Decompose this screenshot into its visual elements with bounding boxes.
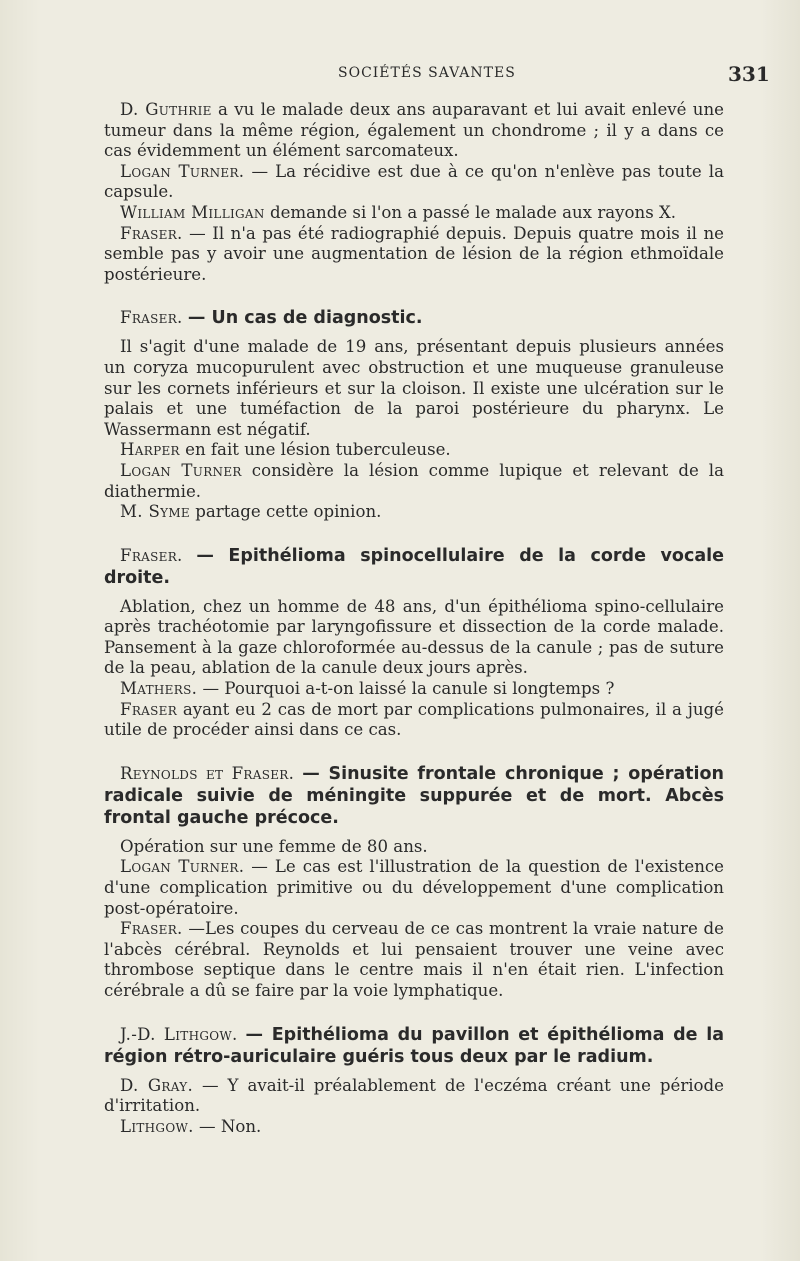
paragraph xyxy=(104,337,724,440)
paragraph-text: partage cette opinion. xyxy=(195,502,382,522)
paragraph-text: — Non. xyxy=(198,1116,262,1136)
body-text xyxy=(104,100,724,1137)
paragraph xyxy=(104,461,724,502)
paragraph xyxy=(104,100,724,162)
paragraph xyxy=(104,203,724,224)
speaker-name: Fraser xyxy=(120,699,178,719)
section-heading xyxy=(104,545,724,589)
paragraph-text: — Pourquoi a-t-on laissé la canule si longtemps ? xyxy=(202,679,615,699)
paragraph-text: demande si l'on a passé le malade aux rayons X. xyxy=(269,202,677,222)
paragraph-text: — La récidive est due à ce qu'on n'enlève pas toute la capsule. xyxy=(104,161,725,202)
speaker-name: D. Guthrie xyxy=(120,100,212,119)
paragraph xyxy=(104,857,724,919)
paragraph xyxy=(104,1117,724,1138)
running-header xyxy=(0,62,800,86)
speaker-name: Logan Turner xyxy=(120,460,242,480)
paragraph-text: considère la lésion comme lupique et relevant de la diathermie. xyxy=(104,460,725,501)
paragraph xyxy=(104,224,724,286)
speaker-name: Fraser. xyxy=(120,545,183,565)
paragraph-text: —Les coupes du cerveau de ce cas montrent la vraie nature de l'abcès cérébral. Reynolds et lui pensaient trouver une veine avec thrombose septique dans le centre mais il n'en était rien. L'infection cérébrale a dû se faire par la voie lymphatique. xyxy=(104,919,724,1000)
speaker-name: Mathers. xyxy=(120,679,198,699)
paragraph-text: — Il n'a pas été radiographié depuis. Depuis quatre mois il ne semble pas y avoir une augmentation de lésion de la région ethmoïdale postérieure. xyxy=(104,223,724,284)
paragraph-text: Il s'agit d'une malade de 19 ans, présentant depuis plusieurs années un coryza mucopurulent avec obstruction et une muqueuse granuleuse sur les cornets inférieurs et sur la cloison. Il existe une ulcération sur le palais et une tuméfaction de la paroi postérieure du pharynx. Le Wassermann est négatif. xyxy=(104,337,724,439)
running-title: SOCIÉTÉS SAVANTES xyxy=(338,65,516,81)
speaker-name: William Milligan xyxy=(120,202,265,222)
section-title: — Un cas de diagnostic. xyxy=(187,308,423,329)
section-heading xyxy=(104,307,724,329)
paragraph xyxy=(104,502,724,523)
section-heading xyxy=(104,763,724,829)
page-number: 331 xyxy=(728,62,770,86)
paragraph-text: ayant eu 2 cas de mort par complications pulmonaires, il a jugé utile de procéder ainsi dans ce cas. xyxy=(104,699,724,740)
speaker-name: Logan Turner. xyxy=(120,161,245,181)
speaker-name: D. Gray. xyxy=(120,1075,194,1095)
speaker-name: Fraser. xyxy=(120,223,183,243)
paragraph-text: a vu le malade deux ans auparavant et lui avait enlevé une tumeur dans la même région, également un chondrome ; il y a dans ce cas évidemment un élément sarcomateux. xyxy=(104,100,724,161)
paragraph-text: Opération sur une femme de 80 ans. xyxy=(120,836,428,856)
speaker-name: Harper xyxy=(120,440,180,460)
speaker-name: Fraser. xyxy=(120,919,183,939)
speaker-name: J.-D. Lithgow. xyxy=(120,1024,238,1044)
section-title: — Epithélioma du pavillon et épithélioma de la région rétro-auriculaire guéris tous deux par le radium. xyxy=(104,1024,725,1067)
speaker-name: Fraser. xyxy=(120,308,183,328)
section-title: — Epithélioma spinocellulaire de la corde vocale droite. xyxy=(104,545,724,588)
paragraph xyxy=(104,679,724,700)
paragraph-text: — Y avait-il préalablement de l'eczéma créant une période d'irritation. xyxy=(104,1075,724,1116)
paragraph xyxy=(104,162,724,203)
section-heading xyxy=(104,1024,724,1068)
paragraph xyxy=(104,837,724,858)
paragraph xyxy=(104,440,724,461)
paragraph xyxy=(104,919,724,1001)
paragraph-text: — Le cas est l'illustration de la question de l'existence d'une complication primitive ou du développement d'une complication post-opératoire. xyxy=(104,857,725,918)
section-title: — Sinusite frontale chronique ; opération radicale suivie de méningite suppurée et de mort. Abcès frontal gauche précoce. xyxy=(104,763,725,828)
speaker-name: Reynolds et Fraser. xyxy=(120,763,295,783)
speaker-name: M. Syme xyxy=(120,502,190,522)
paragraph-text: en fait une lésion tuberculeuse. xyxy=(185,440,451,460)
speaker-name: Lithgow. xyxy=(120,1116,194,1136)
paragraph xyxy=(104,1076,724,1117)
speaker-name: Logan Turner. xyxy=(120,857,245,877)
paragraph xyxy=(104,700,724,741)
paragraph xyxy=(104,597,724,679)
paragraph-text: Ablation, chez un homme de 48 ans, d'un épithélioma spino-cellulaire après trachéotomie par laryngofissure et dissection de la corde malade. Pansement à la gaze chloroformée au-dessus de la canule ; pas de suture de la peau, ablation de la canule deux jours après. xyxy=(104,596,724,678)
